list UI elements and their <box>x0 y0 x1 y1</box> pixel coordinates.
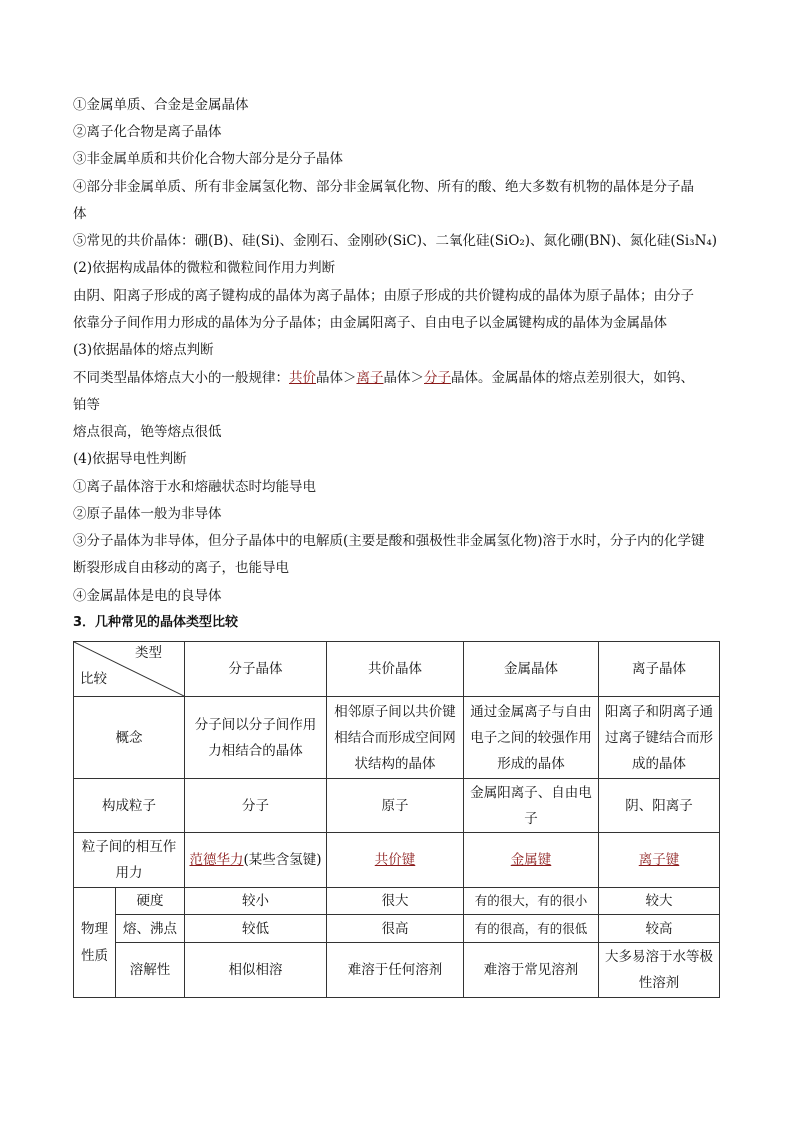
text-line: ②离子化合物是离子晶体 <box>73 124 222 140</box>
text-fragment: 晶体＞ <box>316 370 357 386</box>
text-line: ④金属晶体是电的良导体 <box>73 588 222 604</box>
table-row-hardness <box>74 888 720 915</box>
column-header: 共价晶体 <box>327 642 464 697</box>
table-cell: 较小 <box>185 888 327 915</box>
text-line: ④部分非金属单质、所有非金属氢化物、部分非金属氧化物、所有的酸、绝大多数有机物的晶体是分子晶 <box>73 179 694 195</box>
table-cell: 阳离子和阴离子通过离子键结合而形成的晶体 <box>599 697 720 779</box>
text-line: ②原子晶体一般为非导体 <box>73 506 222 522</box>
table-row-concept <box>74 697 720 779</box>
text-line: ③非金属单质和共价化合物大部分是分子晶体 <box>73 151 343 167</box>
subheading: (3)依据晶体的熔点判断 <box>73 342 214 358</box>
table-cell: 阴、阳离子 <box>599 779 720 833</box>
row-label: 熔、沸点 <box>116 915 185 943</box>
table-cell: 较高 <box>599 915 720 943</box>
table-cell: 金属阳离子、自由电子 <box>464 779 599 833</box>
table-cell <box>327 833 464 888</box>
column-header: 离子晶体 <box>599 642 720 697</box>
crystal-comparison-table <box>73 641 720 998</box>
table-row-solubility <box>74 943 720 998</box>
text-line: 体 <box>73 206 87 222</box>
text-line: ①离子晶体溶于水和熔融状态时均能导电 <box>73 479 316 495</box>
table-cell: 相邻原子间以共价键相结合而形成空间网状结构的晶体 <box>327 697 464 779</box>
table-cell: 有的很大，有的很小 <box>464 888 599 915</box>
text-line: ⑤常见的共价晶体：硼(B)、硅(Si)、金刚石、金刚砂(SiC)、二氧化硅(SiO₂)、氮化硼(BN)、氮化硅(Si₃N₄) <box>73 233 718 249</box>
table-row-interaction <box>74 833 720 888</box>
text-line: ①金属单质、合金是金属晶体 <box>73 97 249 113</box>
diagonal-header-cell <box>74 642 185 697</box>
table-cell: 相似相溶 <box>185 943 327 998</box>
melting-rule-line <box>73 369 733 387</box>
table-cell <box>464 833 599 888</box>
row-label: 概念 <box>74 697 185 779</box>
text-line: ③分子晶体为非导体，但分子晶体中的电解质(主要是酸和强极性非金属氢化物)溶于水时，分子内的化学键 <box>73 533 705 549</box>
corner-label-compare: 比较 <box>80 671 107 687</box>
table-cell: 分子间以分子间作用力相结合的晶体 <box>185 697 327 779</box>
column-header: 金属晶体 <box>464 642 599 697</box>
table-cell: 较大 <box>599 888 720 915</box>
row-label: 硬度 <box>116 888 185 915</box>
table-cell <box>599 833 720 888</box>
table-cell <box>185 833 327 888</box>
table-cell: 原子 <box>327 779 464 833</box>
answer-ionic: 离子 <box>356 370 384 386</box>
table-cell: 较低 <box>185 915 327 943</box>
answer-covalent-bond: 共价键 <box>374 852 416 868</box>
table-row-melting <box>74 915 720 943</box>
table-cell: 很高 <box>327 915 464 943</box>
row-group-label: 物理性质 <box>74 888 116 998</box>
table-row-particles <box>74 779 720 833</box>
answer-covalent: 共价 <box>289 370 316 386</box>
text-line: 由阴、阳离子形成的离子键构成的晶体为离子晶体；由原子形成的共价键构成的晶体为原子晶体；由分子 <box>73 288 694 304</box>
row-label: 构成粒子 <box>74 779 185 833</box>
subheading: (4)依据导电性判断 <box>73 451 187 467</box>
text-line: 依靠分子间作用力形成的晶体为分子晶体；由金属阳离子、自由电子以金属键构成的晶体为金属晶体 <box>73 315 667 331</box>
table-cell: 难溶于常见溶剂 <box>464 943 599 998</box>
row-label: 粒子间的相互作用力 <box>74 833 185 888</box>
text-fragment: 晶体。金属晶体的熔点差别很大，如钨、 <box>451 370 694 386</box>
table-cell: 通过金属离子与自由电子之间的较强作用形成的晶体 <box>464 697 599 779</box>
text-fragment: 不同类型晶体熔点大小的一般规律： <box>73 370 289 386</box>
table-header-row <box>74 642 720 697</box>
table-cell: 大多易溶于水等极性溶剂 <box>599 943 720 998</box>
text-line: 铂等 <box>73 397 100 413</box>
corner-label-type: 类型 <box>135 645 162 661</box>
table-cell: 分子 <box>185 779 327 833</box>
row-label: 溶解性 <box>116 943 185 998</box>
text-fragment: 晶体＞ <box>383 370 424 386</box>
text-line: 断裂形成自由移动的离子，也能导电 <box>73 560 289 576</box>
table-cell: 有的很高，有的很低 <box>464 915 599 943</box>
text-line: 熔点很高，铯等熔点很低 <box>73 424 222 440</box>
column-header: 分子晶体 <box>185 642 327 697</box>
section-title: 3．几种常见的晶体类型比较 <box>73 615 239 630</box>
table-cell: 很大 <box>327 888 464 915</box>
answer-metallic-bond: 金属键 <box>510 852 552 868</box>
answer-molecular: 分子 <box>424 370 451 386</box>
answer-ionic-bond: 离子键 <box>638 852 680 868</box>
subheading: (2)依据构成晶体的微粒和微粒间作用力判断 <box>73 260 336 276</box>
cell-text: (某些含氢键) <box>243 852 322 868</box>
answer-van-der-waals: 范德华力 <box>189 852 244 868</box>
table-cell: 难溶于任何溶剂 <box>327 943 464 998</box>
